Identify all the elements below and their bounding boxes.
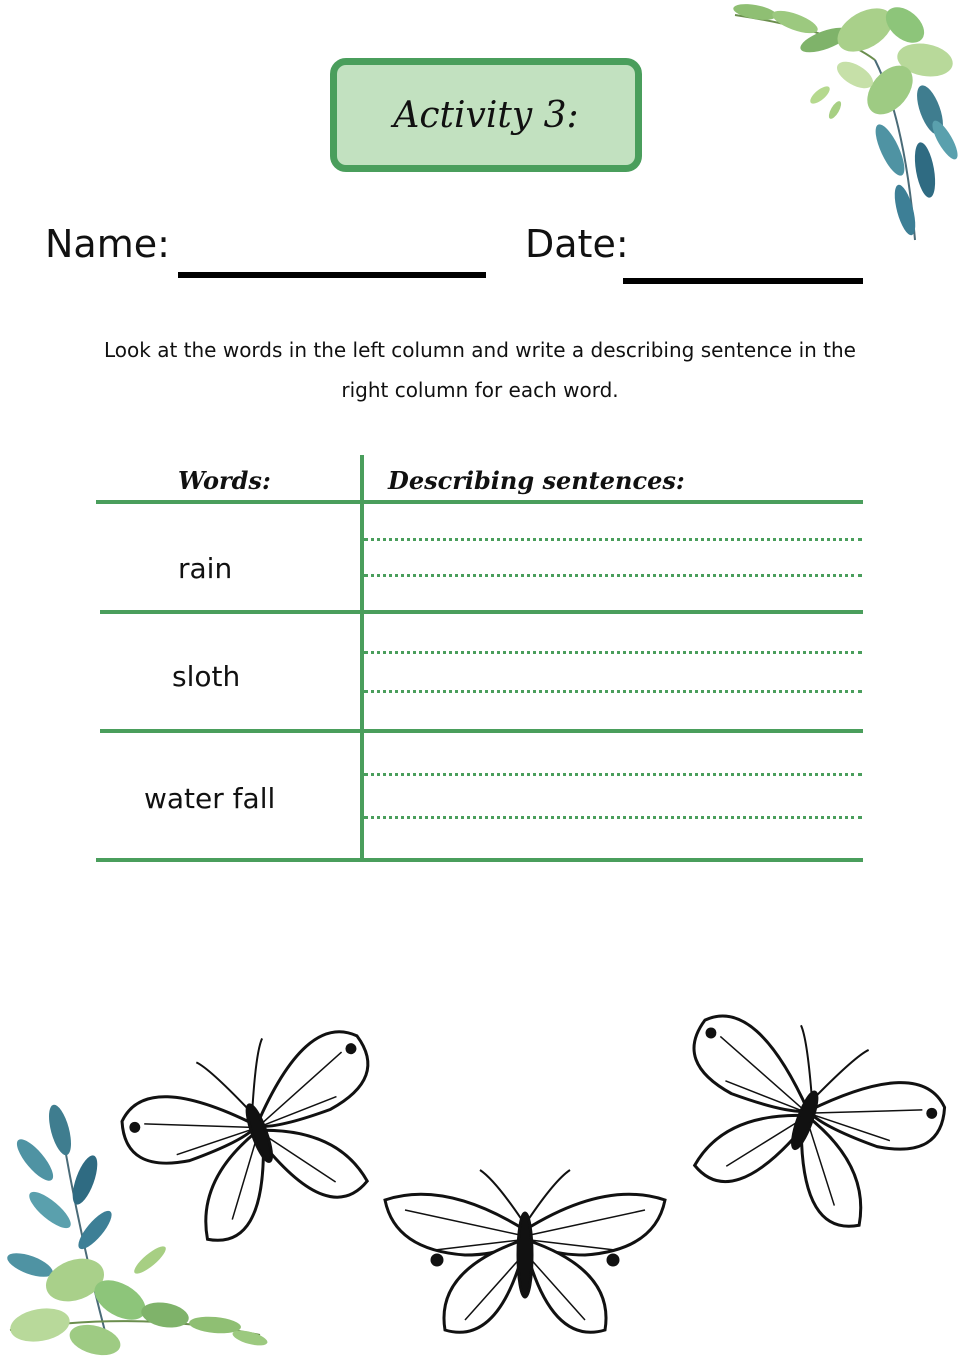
activity-title: Activity 3: [393, 94, 579, 136]
name-label: Name: [45, 222, 170, 266]
writing-line[interactable] [364, 690, 862, 693]
butterfly-icon [115, 1015, 405, 1255]
activity-title-badge [330, 58, 642, 172]
butterfly-icon [655, 1010, 950, 1240]
column-divider [360, 455, 364, 860]
leaf-cluster-icon [715, 0, 960, 250]
writing-line[interactable] [364, 574, 862, 577]
word-sloth: sloth [172, 660, 241, 693]
writing-line[interactable] [364, 538, 862, 541]
row-rule [100, 729, 863, 733]
bottom-rule [96, 858, 863, 862]
sentences-column-header: Describing sentences: [388, 466, 685, 495]
butterfly-icon [375, 1160, 675, 1350]
writing-line[interactable] [364, 773, 862, 776]
instructions: Look at the words in the left column and write a describing sentence in the right column for each word. [104, 338, 856, 402]
name-line[interactable] [178, 272, 486, 278]
header-rule [96, 500, 863, 504]
words-column-header: Words: [178, 466, 271, 495]
row-rule [100, 610, 863, 614]
word-rain: rain [178, 552, 233, 585]
date-line[interactable] [623, 278, 863, 284]
writing-line[interactable] [364, 816, 862, 819]
date-label: Date: [525, 222, 629, 266]
writing-line[interactable] [364, 651, 862, 654]
word-water-fall: water fall [144, 782, 276, 815]
